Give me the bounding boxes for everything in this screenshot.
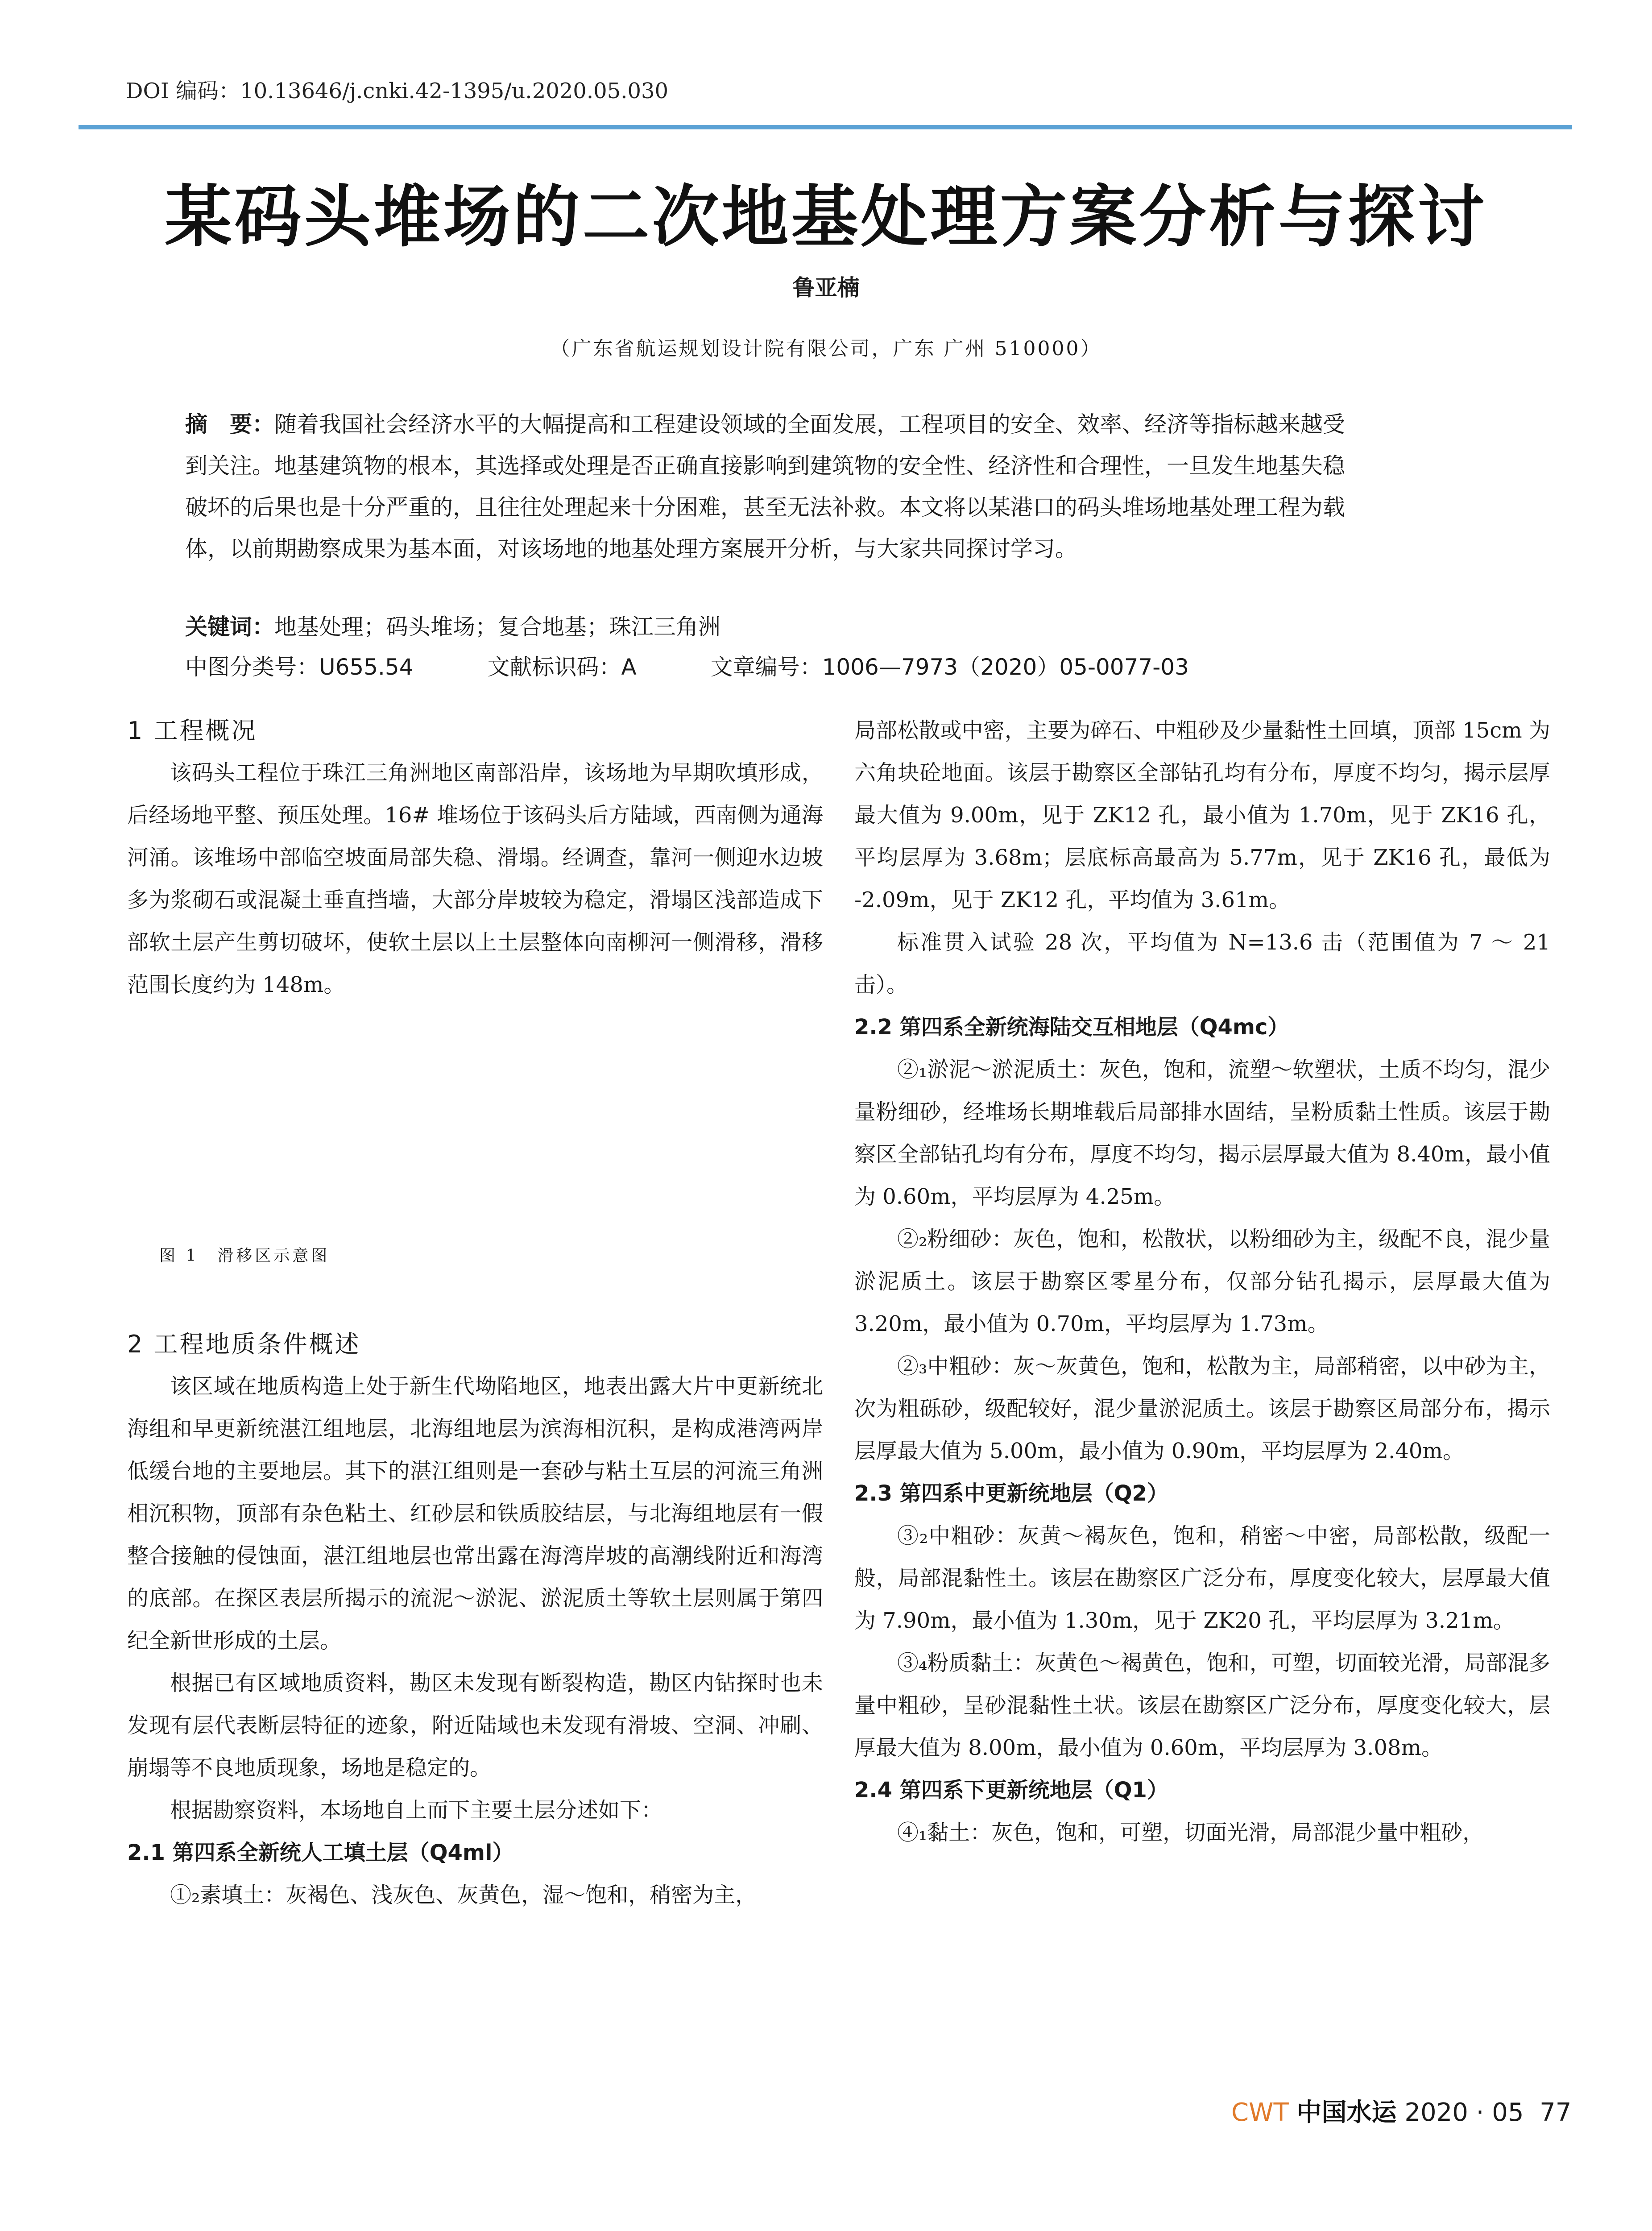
paragraph: ②₂粉细砂：灰色，饱和，松散状，以粉细砂为主，级配不良，混少量淤泥质土。该层于勘察区零星分布，仅部分钻孔揭示，层厚最大值为 3.20m，最小值为 0.70m，平均层厚为 1.73m。 <box>854 1227 1550 1336</box>
article-number: 文章编号：1006—7973（2020）05-0077-03 <box>710 654 1189 680</box>
issue-number: 2020 · 05 <box>1404 2098 1524 2127</box>
clc-number: 中图分类号：U655.54 <box>185 654 414 680</box>
paragraph: ③₄粉质黏土：灰黄色～褐黄色，饱和，可塑，切面较光滑，局部混多量中粗砂，呈砂混黏性土状。该层在勘察区广泛分布，厚度变化较大，层厚最大值为 8.00m，最小值为 0.60m，平均层厚为 3.08m。 <box>854 1650 1550 1760</box>
author: 鲁亚楠 <box>792 275 860 301</box>
doi-code: DOI 编码：10.13646/j.cnki.42-1395/u.2020.05.030 <box>126 79 669 104</box>
paragraph: ②₃中粗砂：灰～灰黄色，饱和，松散为主，局部稍密，以中砂为主，次为粗砾砂，级配较好，混少量淤泥质土。该层于勘察区局部分布，揭示层厚最大值为 5.00m，最小值为 0.90m，平均层厚为 2.40m。 <box>854 1354 1550 1464</box>
abstract-line: 摘 要：随着我国社会经济水平的大幅提高和工程建设领域的全面发展，工程项目的安全、效率、经济等指标越来越受 <box>185 411 1345 437</box>
abstract-line: 到关注。地基建筑物的根本，其选择或处理是否正确直接影响到建筑物的安全性、经济性和合理性，一旦发生地基失稳 <box>185 453 1345 479</box>
affiliation: （广东省航运规划设计院有限公司，广东 广州 510000） <box>550 337 1102 360</box>
figure-placeholder <box>127 1006 823 1243</box>
subsection-heading: 2.3 第四系中更新统地层（Q2） <box>854 1481 1168 1506</box>
paragraph: ③₂中粗砂：灰黄～褐灰色，饱和，稍密～中密，局部松散，级配一般，局部混黏性土。该层在勘察区广泛分布，厚度变化较大，层厚最大值为 7.90m，最小值为 1.30m，见于 ZK20 孔，平均层厚为 3.21m。 <box>854 1523 1550 1633</box>
paragraph: ④₁黏土：灰色，饱和，可塑，切面光滑，局部混少量中粗砂， <box>897 1820 1484 1845</box>
abstract-line: 体，以前期勘察成果为基本面，对该场地的地基处理方案展开分析，与大家共同探讨学习。 <box>185 536 1077 562</box>
document-code: 文献标识码：A <box>487 654 637 680</box>
keywords-label: 关键词： <box>185 614 274 640</box>
page-footer <box>1231 2093 1571 2128</box>
keywords <box>185 609 720 641</box>
paragraph: 该区域在地质构造上处于新生代坳陷地区，地表出露大片中更新统北海组和早更新统湛江组地层，北海组地层为滨海相沉积，是构成港湾两岸低缓台地的主要地层。其下的湛江组则是一套砂与粘土互层的河流三角洲相沉积物，顶部有杂色粘土、红砂层和铁质胶结层，与北海组地层有一假整合接触的侵蚀面，湛江组地层也常出露在海湾岸坡的高潮线附近和海湾的底部。在探区表层所揭示的流泥～淤泥、淤泥质土等软土层则属于第四纪全新世形成的土层。 <box>127 1374 823 1653</box>
classification-line <box>185 649 1256 681</box>
journal-logo: CWT <box>1231 2098 1289 2127</box>
header-rule <box>79 125 1572 129</box>
abstract-line: 破坏的后果也是十分严重的，且往往处理起来十分困难，甚至无法补救。本文将以某港口的码头堆场地基处理工程为载 <box>185 494 1345 520</box>
abstract <box>185 404 1479 570</box>
subsection-heading: 2.4 第四系下更新统地层（Q1） <box>854 1778 1168 1803</box>
paragraph: 根据勘察资料，本场地自上而下主要土层分述如下： <box>170 1798 663 1823</box>
left-column <box>127 709 823 1916</box>
paper-title: 某码头堆场的二次地基处理方案分析与探讨 <box>165 178 1487 256</box>
figure-caption: 图 1 滑移区示意图 <box>159 1247 330 1265</box>
section-heading: 1 工程概况 <box>127 717 257 745</box>
paragraph: 根据已有区域地质资料，勘区未发现有断裂构造，勘区内钻探时也未发现有层代表断层特征的迹象，附近陆域也未发现有滑坡、空洞、冲刷、崩塌等不良地质现象，场地是稳定的。 <box>127 1671 823 1780</box>
keywords-value: 地基处理；码头堆场；复合地基；珠江三角洲 <box>274 614 720 640</box>
paragraph: ①₂素填土：灰褐色、浅灰色、灰黄色，湿～饱和，稍密为主， <box>170 1883 757 1908</box>
subsection-heading: 2.2 第四系全新统海陆交互相地层（Q4mc） <box>854 1015 1289 1040</box>
page-number: 77 <box>1540 2098 1572 2127</box>
subsection-heading: 2.1 第四系全新统人工填土层（Q4ml） <box>127 1840 514 1865</box>
right-column <box>854 709 1550 1854</box>
section-heading: 2 工程地质条件概述 <box>127 1330 361 1358</box>
journal-name: 中国水运 <box>1296 2098 1397 2127</box>
paragraph: 局部松散或中密，主要为碎石、中粗砂及少量黏性土回填，顶部 15cm 为六角块砼地面。该层于勘察区全部钻孔均有分布，厚度不均匀，揭示层厚最大值为 9.00m，见于 ZK12 孔，最小值为 1.70m，见于 ZK16 孔，平均层厚为 3.68m；层底标高最高为 5.77m，见于 ZK16 孔，最低为 -2.09m，见于 ZK12 孔，平均值为 3.61m。 <box>854 718 1550 912</box>
paragraph: 该码头工程位于珠江三角洲地区南部沿岸，该场地为早期吹填形成，后经场地平整、预压处理。16# 堆场位于该码头后方陆域，西南侧为通海河涌。该堆场中部临空坡面局部失稳、滑塌。经调查，靠河一侧迎水边坡多为浆砌石或混凝土垂直挡墙，大部分岸坡较为稳定，滑塌区浅部造成下部软土层产生剪切破坏，使软土层以上土层整体向南柳河一侧滑移，滑移范围长度约为 148m。 <box>127 760 823 997</box>
paragraph: 标准贯入试验 28 次，平均值为 N=13.6 击（范围值为 7 ～ 21 击）。 <box>854 930 1550 997</box>
abstract-label: 摘 要： <box>185 411 274 437</box>
paragraph: ②₁淤泥～淤泥质土：灰色，饱和，流塑～软塑状，土质不均匀，混少量粉细砂，经堆场长期堆载后局部排水固结，呈粉质黏土性质。该层于勘察区全部钻孔均有分布，厚度不均匀，揭示层厚最大值为 8.40m，最小值为 0.60m，平均层厚为 4.25m。 <box>854 1057 1550 1209</box>
